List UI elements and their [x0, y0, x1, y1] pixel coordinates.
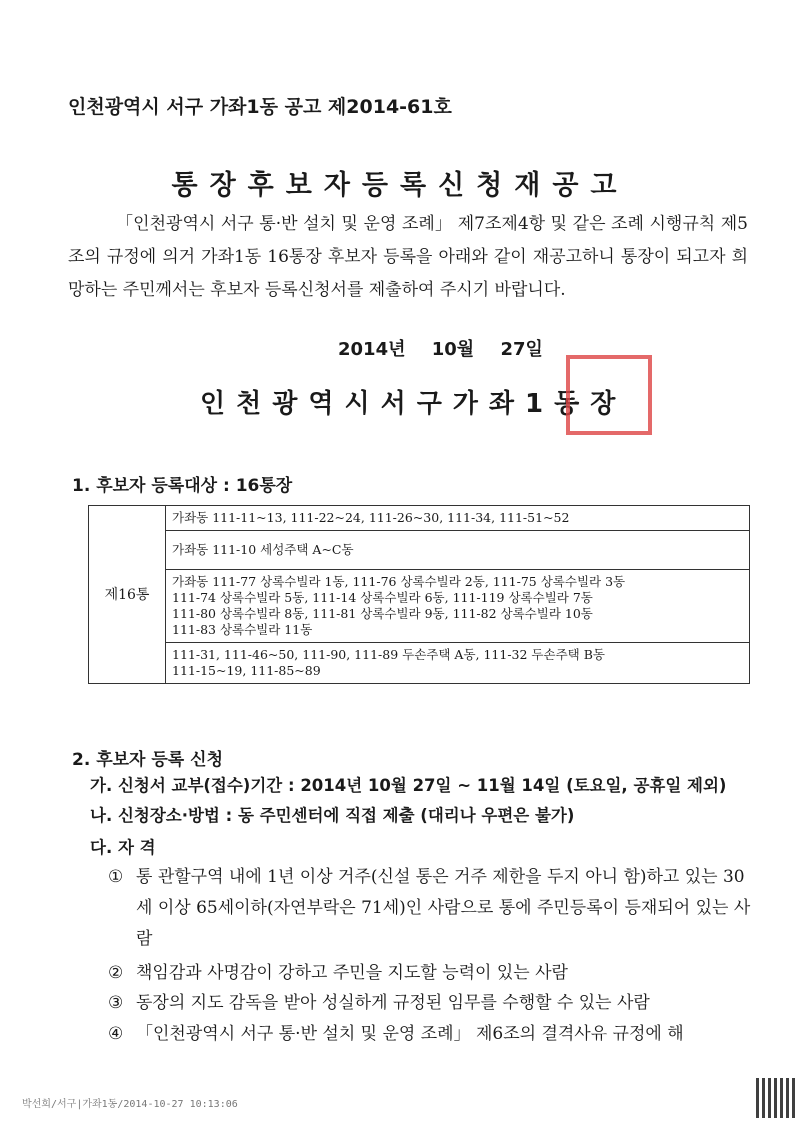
body-paragraph	[68, 208, 748, 307]
application-method: 나. 신청장소·방법 : 동 주민센터에 직접 제출 (대리나 우편은 불가)	[90, 806, 575, 825]
qualification-text: 동장의 지도 감독을 받아 성실하게 규정된 임무를 수행할 수 있는 사람	[136, 993, 650, 1013]
application-period: 가. 신청서 교부(접수)기간 : 2014년 10월 27일 ~ 11월 14일 (토요일, 공휴일 제외)	[90, 776, 727, 795]
address-line: 111-15~19, 111-85~89	[172, 663, 321, 678]
qualification-text: 통 관할구역 내에 1년 이상 거주(신설 통은 거주 제한을 두지 아니 함)하고 있는 30세 이상 65세이하(자연부락은 71세)인 사람으로 통에 주민등록이 등재되어 있는 사람	[136, 867, 751, 949]
area-label: 제16통	[89, 506, 166, 684]
table-row	[89, 531, 750, 570]
table-row	[89, 570, 750, 643]
table-row	[89, 506, 750, 531]
qualification-text: 「인천광역시 서구 통·반 설치 및 운영 조례」 제6조의 결격사유 규정에 해	[136, 1024, 684, 1044]
section2-heading: 2. 후보자 등록 신청	[72, 750, 223, 770]
qualification-number: ③	[108, 993, 124, 1013]
document-title: 통장후보자등록신청재공고	[171, 170, 629, 201]
qualification-text: 책임감과 사명감이 강하고 주민을 지도할 능력이 있는 사람	[136, 963, 568, 983]
address-line: 111-80 상록수빌라 8동, 111-81 상록수빌라 9동, 111-82 상록수빌라 10동	[172, 606, 593, 621]
address-line: 가좌동 111-11~13, 111-22~24, 111-26~30, 111-34, 111-51~52	[172, 510, 570, 525]
qualification-item	[108, 988, 756, 1019]
notice-date: 2014년 10월 27일	[338, 339, 543, 360]
address-line: 111-74 상록수빌라 5동, 111-14 상록수빌라 6동, 111-119 상록수빌라 7동	[172, 590, 593, 605]
table-cell	[166, 506, 750, 531]
table-cell	[166, 531, 750, 570]
table-row	[89, 643, 750, 684]
address-line: 111-31, 111-46~50, 111-90, 111-89 두손주택 A동, 111-32 두손주택 B동	[172, 647, 605, 662]
section1-heading: 1. 후보자 등록대상 : 16통장	[72, 476, 293, 496]
qualification-number: ②	[108, 963, 124, 983]
qualification-item	[108, 958, 756, 989]
table-cell	[166, 570, 750, 643]
signature-line: 인천광역시서구가좌1동장	[200, 389, 627, 419]
tong-area-table	[88, 505, 750, 684]
qualification-heading: 다. 자 격	[90, 838, 156, 857]
body-paragraph-text: 「인천광역시 서구 통·반 설치 및 운영 조례」 제7조제4항 및 같은 조례 시행규칙 제5조의 규정에 의거 가좌1동 16통장 후보자 등록을 아래와 같이 재공고하니 통장이 되고자 희망하는 주민께서는 후보자 등록신청서를 제출하여 주시기 바랍니다.	[68, 214, 748, 300]
qualification-number: ①	[108, 867, 124, 887]
notice-number: 인천광역시 서구 가좌1동 공고 제2014-61호	[68, 96, 452, 118]
address-line: 가좌동 111-10 세성주택 A~C동	[172, 542, 354, 557]
address-line: 가좌동 111-77 상록수빌라 1동, 111-76 상록수빌라 2동, 111-75 상록수빌라 3동	[172, 574, 626, 589]
address-line: 111-83 상록수빌라 11동	[172, 622, 313, 637]
table-cell	[166, 643, 750, 684]
qualification-item	[108, 1019, 756, 1050]
qualification-item	[108, 862, 756, 955]
qr-code-icon	[756, 1078, 796, 1118]
print-metadata: 박선희/서구|가좌1동/2014-10-27 10:13:06	[22, 1099, 238, 1110]
qualification-number: ④	[108, 1024, 124, 1044]
official-seal	[566, 355, 652, 435]
